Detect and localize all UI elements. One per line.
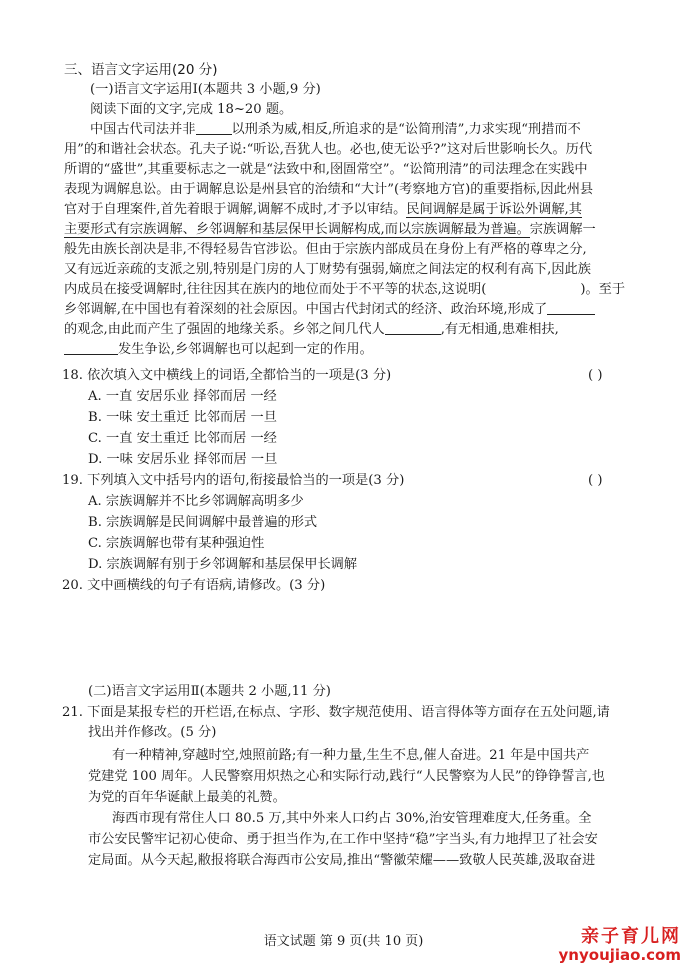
passage-line: [90, 120, 581, 140]
part2-title: (二)语言文字运用Ⅱ(本题共 2 小题,11 分): [88, 684, 331, 699]
section-title: 三、语言文字运用(20 分): [64, 62, 218, 78]
passage-line: [64, 220, 596, 240]
page-footer: 语文试题 第 9 页(共 10 页): [263, 934, 424, 949]
underlined-sentence: 主要形式有宗族调解、乡邻调解和基层保甲长调解构成,而以宗族调解最为普遍。: [64, 222, 530, 237]
passage-text: 发生争讼,乡邻调解也可以起到一定的作用。: [118, 342, 373, 357]
question-21-stem: 找出并作修改。(5 分): [88, 725, 217, 740]
passage-text: 以刑杀为威,相反,所追求的是“讼简刑清”,力求实现“刑措而不: [231, 122, 581, 137]
fill-blank: [64, 340, 118, 355]
passage-text: 内成员在接受调解时,往往因其在族内的地位而处于不平等的状态,这说明(: [64, 282, 487, 297]
passage-line: [64, 280, 625, 300]
question-21-stem: 21. 下面是某报专栏的开栏语,在标点、字形、数字规范使用、语言得体等方面存在五处问题,请: [62, 705, 610, 720]
column-text-line: 党建党 100 周年。人民警察用炽热之心和实际行动,践行“人民警察为人民”的铮铮誓言,也: [88, 769, 605, 784]
passage-line: 又有远近亲疏的支派之别,特别是门房的人丁财势有强弱,嫡庶之间法定的权利有高下,因此族: [64, 262, 591, 277]
fill-blank: [385, 320, 441, 335]
question-20-stem: 20. 文中画横线的句子有语病,请修改。(3 分): [62, 578, 326, 593]
column-text-line: 市公安民警牢记初心使命、勇于担当作为,在工作中坚持“稳”字当头,有力地捍卫了社会安: [88, 832, 598, 847]
column-text-line: 海西市现有常住人口 80.5 万,其中外来人口约占 30%,治安管理难度大,任务重。全: [112, 811, 592, 826]
passage-line: 所谓的“盛世”,其重要标志之一就是“法致中和,囹圄常空”。“讼简刑清”的司法理念在实践中: [64, 162, 588, 177]
passage-text: 官对于自理案件,首先着眼于调解,调解不成时,才予以审结。: [64, 202, 407, 217]
passage-line: [64, 300, 595, 320]
column-text-line: 为党的百年华诞献上最美的礼赞。: [88, 790, 286, 805]
passage-line: [64, 320, 559, 340]
fill-blank: [547, 300, 595, 315]
passage-line: 般先由族长剖决是非,不得轻易告官涉讼。但由于宗族内部成员在身份上有严格的尊卑之分,: [64, 242, 587, 257]
passage-text: 的观念,由此而产生了强固的地缘关系。乡邻之间几代人: [64, 322, 385, 337]
option-c: C. 一直 安土重迁 比邻而居 一经: [88, 431, 277, 446]
passage-text: ,有无相通,患难相扶,: [440, 322, 559, 337]
site-watermark: [559, 927, 681, 965]
passage-line: [64, 200, 582, 220]
passage-text: )。至于: [580, 282, 626, 297]
column-text-line: 定局面。从今天起,敝报将联合海西市公安局,推出“警徽荣耀——致敬人民英雄,汲取奋进: [88, 853, 596, 868]
question-19-stem: 19. 下列填入文中括号内的语句,衔接最恰当的一项是(3 分): [62, 473, 405, 488]
reading-instruction: 阅读下面的文字,完成 18~20 题。: [90, 102, 293, 117]
option-d: D. 一味 安居乐业 择邻而居 一旦: [88, 452, 278, 467]
passage-text: 乡邻调解,在中国也有着深刻的社会原因。中国古代封闭式的经济、政治环境,形成了: [64, 302, 548, 317]
watermark-url: ynyoujiao.com: [558, 946, 681, 964]
option-a: A. 宗族调解并不比乡邻调解高明多少: [88, 494, 304, 509]
question-18-stem: 18. 依次填入文中横线上的词语,全都恰当的一项是(3 分): [62, 368, 392, 383]
watermark-name: 亲子育儿网: [581, 926, 681, 947]
passage-text: 宗族调解一: [529, 222, 596, 237]
option-d: D. 宗族调解有别于乡邻调解和基层保甲长调解: [88, 557, 358, 572]
underlined-sentence: 民间调解是属于诉讼外调解,其: [406, 202, 582, 217]
passage-line: [64, 340, 373, 360]
option-a: A. 一直 安居乐业 择邻而居 一经: [88, 389, 277, 404]
option-b: B. 宗族调解是民间调解中最普遍的形式: [88, 515, 318, 530]
answer-paren: ( ): [588, 473, 603, 488]
part1-title: (一)语言文字运用Ⅰ(本题共 3 小题,9 分): [90, 82, 321, 97]
passage-text: 中国古代司法并非: [90, 122, 196, 137]
option-b: B. 一味 安土重迁 比邻而居 一旦: [88, 410, 277, 425]
passage-line: 用”的和谐社会状态。孔夫子说:“听讼,吾犹人也。必也,使无讼乎?”这对后世影响长久。历代: [64, 142, 593, 157]
column-text-line: 有一种精神,穿越时空,烛照前路;有一种力量,生生不息,催人奋进。21 年是中国共产: [112, 748, 590, 763]
passage-line: 表现为调解息讼。由于调解息讼是州县官的治绩和“大计”(考察地方官)的重要指标,因此州县: [64, 182, 594, 197]
fill-blank: [196, 120, 232, 135]
option-c: C. 宗族调解也带有某种强迫性: [88, 536, 265, 551]
answer-paren: ( ): [588, 368, 603, 383]
